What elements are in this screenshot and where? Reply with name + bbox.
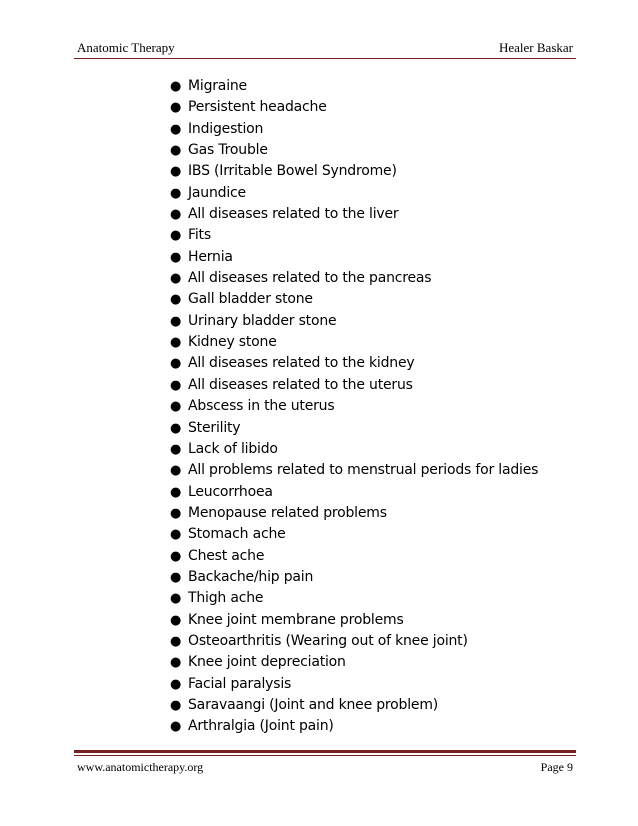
list-item (168, 311, 588, 332)
list-item (168, 695, 588, 716)
list-item (168, 503, 588, 524)
page-number: Page 9 (540, 760, 573, 774)
bullet-icon: ● (170, 420, 182, 436)
list-item-text: Saravaangi (Joint and knee problem) (188, 696, 439, 713)
list-item-text: Sterility (188, 419, 241, 436)
bullet-icon: ● (170, 633, 182, 649)
list-item-text: All diseases related to the pancreas (188, 270, 432, 287)
bullet-icon: ● (170, 356, 182, 372)
list-item (168, 482, 588, 503)
list-item (168, 588, 588, 609)
list-item (168, 140, 588, 161)
bullet-icon: ● (170, 655, 182, 671)
bullet-icon: ● (170, 271, 182, 287)
list-item (168, 332, 588, 353)
list-item (168, 353, 588, 374)
list-item (168, 119, 588, 140)
list-item (168, 460, 588, 481)
list-item-text: Indigestion (188, 120, 264, 137)
bullet-icon: ● (170, 463, 182, 479)
disease-list (168, 76, 588, 738)
list-item-text: Fits (188, 227, 211, 244)
header-title: Anatomic Therapy (77, 40, 175, 55)
list-item-text: Urinary bladder stone (188, 312, 337, 329)
page-footer (77, 760, 573, 775)
bullet-icon: ● (170, 719, 182, 735)
list-item (168, 439, 588, 460)
list-item (168, 225, 588, 246)
bullet-icon: ● (170, 697, 182, 713)
bullet-icon: ● (170, 441, 182, 457)
bullet-icon: ● (170, 527, 182, 543)
page-header (77, 36, 573, 56)
list-item-text: Persistent headache (188, 99, 327, 116)
bullet-icon: ● (170, 399, 182, 415)
list-item (168, 76, 588, 97)
bullet-icon: ● (170, 185, 182, 201)
bullet-icon: ● (170, 484, 182, 500)
list-item (168, 674, 588, 695)
bullet-icon: ● (170, 100, 182, 116)
list-item-text: Backache/hip pain (188, 568, 314, 585)
list-item (168, 631, 588, 652)
list-item-text: Arthralgia (Joint pain) (188, 718, 334, 735)
list-item-text: Knee joint membrane problems (188, 611, 404, 628)
list-item (168, 396, 588, 417)
list-item (168, 183, 588, 204)
list-item (168, 418, 588, 439)
list-item (168, 716, 588, 737)
list-item (168, 268, 588, 289)
bullet-icon: ● (170, 335, 182, 351)
footer-divider-thick (74, 750, 576, 753)
bullet-icon: ● (170, 676, 182, 692)
list-item-text: Migraine (188, 78, 247, 94)
list-item-text: All diseases related to the liver (188, 206, 399, 223)
bullet-icon: ● (170, 377, 182, 393)
bullet-icon: ● (170, 228, 182, 244)
bullet-icon: ● (170, 249, 182, 265)
list-item (168, 289, 588, 310)
list-item-text: Jaundice (188, 184, 246, 201)
footer-divider-thin (74, 755, 576, 756)
list-item-text: Osteoarthritis (Wearing out of knee joint) (188, 632, 468, 649)
list-item-text: Kidney stone (188, 334, 277, 351)
list-item-text: Leucorrhoea (188, 483, 273, 500)
list-item-text: Facial paralysis (188, 675, 292, 692)
bullet-icon: ● (170, 569, 182, 585)
list-item-text: All diseases related to the uterus (188, 376, 413, 393)
list-item-text: Hernia (188, 248, 233, 265)
list-item (168, 652, 588, 673)
list-item-text: All diseases related to the kidney (188, 355, 415, 372)
list-item (168, 567, 588, 588)
list-item (168, 524, 588, 545)
bullet-icon: ● (170, 121, 182, 137)
list-item (168, 204, 588, 225)
bullet-icon: ● (170, 207, 182, 223)
list-item (168, 610, 588, 631)
list-item-text: IBS (Irritable Bowel Syndrome) (188, 163, 397, 180)
bullet-icon: ● (170, 164, 182, 180)
list-item-text: Lack of libido (188, 440, 278, 457)
bullet-icon: ● (170, 505, 182, 521)
bullet-icon: ● (170, 143, 182, 159)
list-item-text: Knee joint depreciation (188, 654, 346, 671)
list-item-text: Stomach ache (188, 526, 286, 543)
list-item-text: Chest ache (188, 547, 265, 564)
page-body (168, 76, 588, 738)
bullet-icon: ● (170, 292, 182, 308)
header-author: Healer Baskar (499, 40, 573, 55)
list-item-text: Gall bladder stone (188, 291, 313, 308)
list-item (168, 161, 588, 182)
bullet-icon: ● (170, 612, 182, 628)
list-item-text: Thigh ache (188, 590, 264, 607)
bullet-icon: ● (170, 79, 182, 94)
list-item-text: Menopause related problems (188, 504, 387, 521)
list-item (168, 97, 588, 118)
list-item-text: Gas Trouble (188, 142, 268, 159)
list-item-text: Abscess in the uterus (188, 398, 335, 415)
bullet-icon: ● (170, 591, 182, 607)
list-item (168, 247, 588, 268)
header-divider (74, 58, 576, 59)
bullet-icon: ● (170, 313, 182, 329)
bullet-icon: ● (170, 548, 182, 564)
list-item (168, 546, 588, 567)
list-item (168, 375, 588, 396)
list-item-text: All problems related to menstrual periods for ladies (188, 462, 539, 479)
footer-website-link[interactable]: www.anatomictherapy.org (77, 760, 204, 774)
